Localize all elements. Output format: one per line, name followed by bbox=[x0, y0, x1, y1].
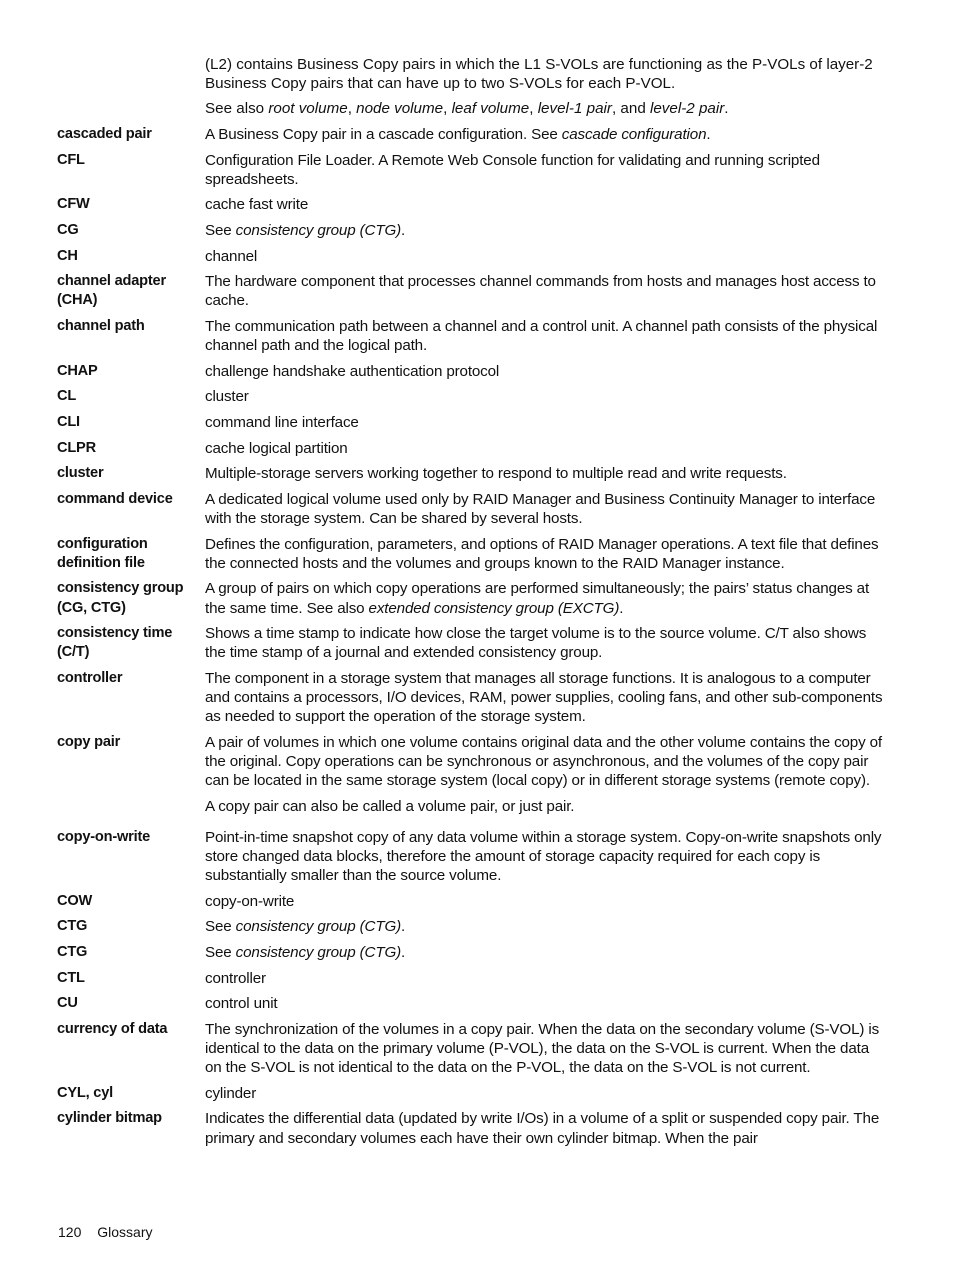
glossary-term: CHAP bbox=[57, 362, 98, 379]
definition-text: . bbox=[401, 221, 406, 239]
definition-text: . bbox=[401, 943, 406, 961]
glossary-definition bbox=[205, 1084, 887, 1103]
glossary-definition bbox=[205, 1109, 887, 1147]
glossary-entry bbox=[57, 1084, 887, 1103]
glossary-entry bbox=[57, 151, 887, 189]
glossary-definition bbox=[205, 439, 887, 458]
glossary-entry bbox=[57, 733, 887, 816]
glossary-definition bbox=[205, 828, 887, 886]
glossary-entry bbox=[57, 221, 887, 240]
definition-text: See bbox=[205, 221, 236, 239]
see-also-ref: level-2 pair bbox=[649, 100, 725, 118]
glossary-definition bbox=[205, 362, 887, 381]
glossary-definition bbox=[205, 917, 887, 936]
glossary-definition bbox=[205, 464, 887, 483]
separator: , bbox=[347, 100, 357, 118]
glossary-term: cascaded pair bbox=[57, 126, 152, 142]
definition-text: cache fast write bbox=[205, 196, 309, 214]
definition-text: cylinder bbox=[205, 1084, 257, 1102]
glossary-term: consistency group (CG, CTG) bbox=[57, 580, 184, 616]
glossary-definition bbox=[205, 151, 887, 189]
glossary-definition bbox=[205, 195, 887, 214]
see-also-ref: node volume bbox=[356, 100, 444, 118]
glossary-term: currency of data bbox=[57, 1020, 168, 1037]
glossary-term: CL bbox=[57, 388, 77, 405]
glossary-definition bbox=[205, 535, 887, 573]
definition-text: channel bbox=[205, 247, 258, 265]
glossary-definition bbox=[205, 272, 887, 310]
glossary-term: CYL, cyl bbox=[57, 1084, 113, 1101]
glossary-entry bbox=[57, 969, 887, 988]
see-also-ref: level-1 pair bbox=[537, 100, 612, 118]
cross-reference: consistency group (CTG) bbox=[235, 918, 402, 936]
glossary-term: copy pair bbox=[57, 733, 121, 750]
glossary-term: cylinder bitmap bbox=[57, 1110, 162, 1127]
section-name: Glossary bbox=[97, 1224, 153, 1240]
definition-text: A dedicated logical volume used only by RAID Manager and Business Continuity Manager to interface with the storage system. Can be shared by several hosts. bbox=[205, 490, 876, 527]
definition-text: See bbox=[205, 918, 236, 936]
glossary-definition bbox=[205, 490, 887, 528]
glossary-entry bbox=[57, 1020, 887, 1078]
glossary-definition bbox=[205, 892, 887, 911]
page-number: 120 bbox=[58, 1224, 82, 1240]
definition-text: The communication path between a channel and a control unit. A channel path consists of the physical channel path and the logical path. bbox=[205, 317, 878, 355]
glossary-term: COW bbox=[57, 892, 93, 909]
glossary-term: CFL bbox=[57, 151, 85, 168]
definition-text: Defines the configuration, parameters, and options of RAID Manager operations. A text file that defines the connected hosts and the volumes and groups known to the RAID Manager instance. bbox=[205, 535, 879, 572]
separator: , bbox=[529, 100, 538, 118]
definition-text: . bbox=[619, 599, 624, 617]
glossary-term: configuration definition file bbox=[57, 535, 148, 571]
definition-text: The component in a storage system that manages all storage functions. It is analogous to a computer and contains a processors, I/O devices, RAM, power supplies, cooling fans, and other sub-components as needed to support the operation of the storage system. bbox=[205, 669, 883, 726]
glossary-definition bbox=[205, 413, 887, 432]
glossary-definition bbox=[205, 994, 887, 1013]
glossary-definition bbox=[205, 247, 887, 266]
glossary-definition bbox=[205, 579, 887, 617]
separator: , bbox=[443, 100, 452, 118]
definition-text: cluster bbox=[205, 388, 249, 406]
cross-reference: consistency group (CTG) bbox=[235, 943, 402, 961]
definition-text: controller bbox=[205, 969, 266, 987]
glossary-term: channel path bbox=[57, 317, 145, 334]
glossary-entry bbox=[57, 994, 887, 1013]
glossary-definition bbox=[205, 125, 887, 144]
glossary-term: CLI bbox=[57, 413, 80, 430]
cross-reference: cascade configuration bbox=[561, 126, 707, 143]
glossary-entry bbox=[57, 195, 887, 214]
glossary-definition bbox=[205, 733, 887, 816]
glossary-definition bbox=[205, 221, 887, 240]
see-also-ref: leaf volume bbox=[451, 100, 530, 118]
glossary-term: cluster bbox=[57, 465, 104, 482]
glossary-term: consistency time (C/T) bbox=[57, 625, 173, 661]
glossary-term: CU bbox=[57, 995, 78, 1012]
glossary-term: channel adapter (CHA) bbox=[57, 273, 166, 309]
definition-text: Configuration File Loader. A Remote Web Console function for validating and running scripted spreadsheets. bbox=[205, 151, 820, 188]
glossary-term: copy-on-write bbox=[57, 828, 151, 845]
definition-text: A group of pairs on which copy operations are performed simultaneously; the pairs’ status changes at the same time. See also bbox=[205, 580, 870, 617]
glossary-page bbox=[57, 55, 887, 1148]
glossary-entry bbox=[57, 624, 887, 662]
separator: . bbox=[724, 100, 729, 118]
cross-reference: consistency group (CTG) bbox=[235, 221, 402, 239]
definition-text: Shows a time stamp to indicate how close the target volume is to the source volume. C/T also shows the time stamp of a journal and extended consistency group. bbox=[205, 625, 867, 662]
glossary-definition bbox=[205, 387, 887, 406]
see-also-ref: root volume bbox=[268, 100, 348, 118]
glossary-entry bbox=[57, 439, 887, 458]
glossary-entry bbox=[57, 317, 887, 355]
definition-text: challenge handshake authentication protocol bbox=[205, 362, 500, 380]
glossary-entry bbox=[57, 125, 887, 144]
glossary-term: CFW bbox=[57, 196, 90, 213]
definition-text: Point-in-time snapshot copy of any data volume within a storage system. Copy-on-write snapshots only store changed data blocks, therefore the amount of storage capacity required for each copy is substantially smaller than the source volume. bbox=[205, 828, 882, 885]
glossary-term: command device bbox=[57, 490, 173, 507]
glossary-definition bbox=[205, 1020, 887, 1078]
separator: , and bbox=[611, 100, 650, 118]
definition-text: copy-on-write bbox=[205, 892, 295, 910]
definition-text: . bbox=[706, 126, 711, 143]
glossary-definition bbox=[205, 624, 887, 662]
glossary-definition bbox=[205, 317, 887, 355]
definition-text: A pair of volumes in which one volume contains original data and the other volume contains the copy of the original. Copy operations can be synchronous or asynchronous, and the volumes of the copy pair can be located in the same storage system (local copy) or in different storage systems (remote copy). bbox=[205, 733, 882, 790]
glossary-entry bbox=[57, 892, 887, 911]
glossary-entry bbox=[57, 362, 887, 381]
glossary-entry bbox=[57, 1109, 887, 1147]
definition-text: cache logical partition bbox=[205, 439, 348, 457]
glossary-entry bbox=[57, 535, 887, 573]
definition-text: A copy pair can also be called a volume pair, or just pair. bbox=[205, 797, 575, 815]
definition-text: Indicates the differential data (updated by write I/Os) in a volume of a split or suspended copy pair. The primary and secondary volumes each have their own cylinder bitmap. When the pair bbox=[205, 1110, 880, 1147]
glossary-definition bbox=[205, 969, 887, 988]
glossary-definition bbox=[205, 943, 887, 962]
glossary-term: CH bbox=[57, 247, 78, 264]
glossary-entry bbox=[57, 943, 887, 962]
glossary-entry bbox=[57, 247, 887, 266]
cross-reference: extended consistency group (EXCTG) bbox=[368, 599, 620, 617]
glossary-entry bbox=[57, 490, 887, 528]
definition-text: The synchronization of the volumes in a copy pair. When the data on the secondary volume (S-VOL) is identical to the data on the primary volume (P-VOL), the data on the S-VOL is current. When the data on the S-VOL is not identical to the data on the P-VOL, the data on the S-VOL is not current. bbox=[205, 1020, 880, 1077]
glossary-entry bbox=[57, 272, 887, 310]
definition-text: command line interface bbox=[205, 413, 359, 431]
glossary-entry bbox=[57, 413, 887, 432]
glossary-entry bbox=[57, 669, 887, 727]
definition-text: The hardware component that processes channel commands from hosts and manages host access to cache. bbox=[205, 273, 876, 310]
see-also-line bbox=[205, 99, 887, 118]
glossary-term: controller bbox=[57, 669, 123, 686]
glossary-entry bbox=[57, 828, 887, 886]
continued-definition-text: (L2) contains Business Copy pairs in which the L1 S-VOLs are functioning as the P-VOLs of layer-2 Business Copy pairs that can have up to two S-VOLs for each P-VOL. bbox=[205, 56, 873, 93]
glossary-term: CTG bbox=[57, 943, 88, 960]
glossary-term: CTG bbox=[57, 918, 88, 935]
glossary-term: CLPR bbox=[57, 439, 96, 456]
definition-text: See bbox=[205, 943, 236, 961]
glossary-entry bbox=[57, 917, 887, 936]
definition-text: A Business Copy pair in a cascade configuration. See bbox=[205, 126, 562, 143]
glossary-entry bbox=[57, 387, 887, 406]
glossary-term: CG bbox=[57, 221, 79, 238]
page-footer bbox=[58, 1223, 152, 1241]
glossary-term: CTL bbox=[57, 969, 85, 986]
glossary-entry bbox=[57, 464, 887, 483]
see-also-prefix: See also bbox=[205, 100, 269, 118]
glossary-definition bbox=[205, 669, 887, 727]
definition-text: control unit bbox=[205, 995, 278, 1013]
definition-text: Multiple-storage servers working together to respond to multiple read and write requests. bbox=[205, 465, 787, 483]
glossary-entry bbox=[57, 579, 887, 617]
continued-definition bbox=[205, 55, 887, 119]
definition-text: . bbox=[401, 918, 406, 936]
